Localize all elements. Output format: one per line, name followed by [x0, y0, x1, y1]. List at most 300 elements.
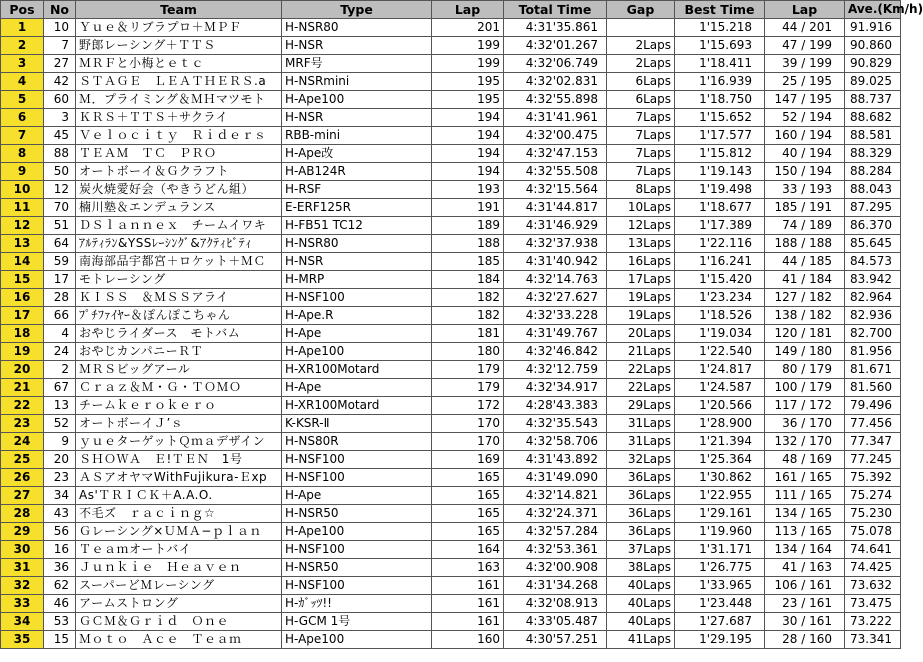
- average-speed-cell: 77.245: [845, 451, 901, 469]
- table-row: [1, 181, 901, 199]
- best-lap-cell: 33 / 193: [765, 181, 845, 199]
- car-number-cell: 20: [44, 451, 76, 469]
- position-cell: 18: [1, 325, 44, 343]
- position-cell: 10: [1, 181, 44, 199]
- table-row: [1, 343, 901, 361]
- position-cell: 21: [1, 379, 44, 397]
- best-lap-cell: 120 / 181: [765, 325, 845, 343]
- laps-cell: 163: [432, 559, 504, 577]
- machine-type-cell: H-Ape.R: [282, 307, 432, 325]
- position-cell: 6: [1, 109, 44, 127]
- best-time-cell: 1'25.364: [675, 451, 765, 469]
- average-speed-cell: 74.425: [845, 559, 901, 577]
- average-speed-cell: 77.347: [845, 433, 901, 451]
- gap-cell: [607, 19, 675, 37]
- gap-cell: 31Laps: [607, 433, 675, 451]
- average-speed-cell: 91.916: [845, 19, 901, 37]
- gap-cell: 22Laps: [607, 379, 675, 397]
- car-number-cell: 7: [44, 37, 76, 55]
- team-name-cell: オートボーイＪ’ｓ: [76, 415, 282, 433]
- position-cell: 3: [1, 55, 44, 73]
- gap-cell: 36Laps: [607, 469, 675, 487]
- best-lap-cell: 161 / 165: [765, 469, 845, 487]
- gap-cell: 31Laps: [607, 415, 675, 433]
- average-speed-cell: 73.475: [845, 595, 901, 613]
- gap-cell: 41Laps: [607, 631, 675, 649]
- best-time-cell: 1'24.587: [675, 379, 765, 397]
- total-time-cell: 4:31'44.817: [504, 199, 607, 217]
- team-name-cell: 野郎レーシング＋ＴＴＳ: [76, 37, 282, 55]
- laps-cell: 165: [432, 487, 504, 505]
- best-time-cell: 1'29.161: [675, 505, 765, 523]
- team-name-cell: 南海部品宇都宮＋ロケット＋ＭＣ: [76, 253, 282, 271]
- team-name-cell: ＧＣＭ＆Ｇｒｉｄ Ｏｎｅ: [76, 613, 282, 631]
- best-lap-cell: 113 / 165: [765, 523, 845, 541]
- machine-type-cell: H-MRP: [282, 271, 432, 289]
- car-number-cell: 34: [44, 487, 76, 505]
- total-time-cell: 4:32'01.267: [504, 37, 607, 55]
- machine-type-cell: MRF号: [282, 55, 432, 73]
- header-row: [1, 1, 901, 19]
- position-cell: 8: [1, 145, 44, 163]
- team-name-cell: ＭＲＳビッグアール: [76, 361, 282, 379]
- laps-cell: 194: [432, 163, 504, 181]
- position-cell: 27: [1, 487, 44, 505]
- table-row: [1, 325, 901, 343]
- position-cell: 12: [1, 217, 44, 235]
- total-time-cell: 4:32'33.228: [504, 307, 607, 325]
- total-time-cell: 4:32'27.627: [504, 289, 607, 307]
- gap-cell: 2Laps: [607, 37, 675, 55]
- laps-cell: 161: [432, 577, 504, 595]
- team-name-cell: Ｇレーシング×ＵＭＡ−ｐｌａｎ: [76, 523, 282, 541]
- average-speed-cell: 73.632: [845, 577, 901, 595]
- best-time-cell: 1'27.687: [675, 613, 765, 631]
- table-row: [1, 55, 901, 73]
- gap-cell: 20Laps: [607, 325, 675, 343]
- average-speed-cell: 82.964: [845, 289, 901, 307]
- average-speed-cell: 82.700: [845, 325, 901, 343]
- team-name-cell: おやじカンパニーＲＴ: [76, 343, 282, 361]
- table-row: [1, 19, 901, 37]
- table-row: [1, 109, 901, 127]
- gap-cell: 38Laps: [607, 559, 675, 577]
- laps-cell: 172: [432, 397, 504, 415]
- best-time-cell: 1'15.420: [675, 271, 765, 289]
- machine-type-cell: H-Ape: [282, 325, 432, 343]
- best-lap-cell: 160 / 194: [765, 127, 845, 145]
- machine-type-cell: H-NSR50: [282, 559, 432, 577]
- average-speed-cell: 82.936: [845, 307, 901, 325]
- total-time-cell: 4:31'35.861: [504, 19, 607, 37]
- team-name-cell: ﾌﾟﾁﾌｧｲﾔｰ＆ぽんぽこちゃん: [76, 307, 282, 325]
- average-speed-cell: 88.737: [845, 91, 901, 109]
- best-lap-cell: 23 / 161: [765, 595, 845, 613]
- best-time-cell: 1'16.241: [675, 253, 765, 271]
- best-time-cell: 1'29.195: [675, 631, 765, 649]
- machine-type-cell: H-NSF100: [282, 289, 432, 307]
- laps-cell: 182: [432, 289, 504, 307]
- position-cell: 30: [1, 541, 44, 559]
- position-cell: 14: [1, 253, 44, 271]
- car-number-cell: 53: [44, 613, 76, 631]
- car-number-cell: 70: [44, 199, 76, 217]
- position-cell: 7: [1, 127, 44, 145]
- table-row: [1, 253, 901, 271]
- total-time-cell: 4:32'58.706: [504, 433, 607, 451]
- machine-type-cell: H-Ape100: [282, 523, 432, 541]
- team-name-cell: ＴＥＡＭ ＴＣ ＰＲＯ: [76, 145, 282, 163]
- table-row: [1, 469, 901, 487]
- team-name-cell: チームｋｅｒｏｋｅｒｏ: [76, 397, 282, 415]
- team-name-cell: ＤＳｌａｎｎｅｘ チームイワキ: [76, 217, 282, 235]
- table-row: [1, 217, 901, 235]
- best-lap-cell: 40 / 194: [765, 145, 845, 163]
- laps-cell: 161: [432, 595, 504, 613]
- best-time-cell: 1'18.411: [675, 55, 765, 73]
- gap-cell: 29Laps: [607, 397, 675, 415]
- position-cell: 32: [1, 577, 44, 595]
- machine-type-cell: RBB-mini: [282, 127, 432, 145]
- laps-cell: 193: [432, 181, 504, 199]
- team-name-cell: ＡＳアオヤマWithFujikura-Ｅxp: [76, 469, 282, 487]
- table-row: [1, 595, 901, 613]
- best-lap-cell: 36 / 170: [765, 415, 845, 433]
- average-speed-cell: 88.284: [845, 163, 901, 181]
- best-lap-cell: 41 / 184: [765, 271, 845, 289]
- best-lap-cell: 30 / 161: [765, 613, 845, 631]
- average-speed-cell: 88.682: [845, 109, 901, 127]
- laps-cell: 181: [432, 325, 504, 343]
- total-time-cell: 4:32'00.908: [504, 559, 607, 577]
- average-speed-cell: 86.370: [845, 217, 901, 235]
- team-name-cell: 不毛ズ ｒａｃｉｎｇ☆: [76, 505, 282, 523]
- header-best-lap: Lap: [765, 1, 845, 19]
- best-time-cell: 1'33.965: [675, 577, 765, 595]
- best-time-cell: 1'28.900: [675, 415, 765, 433]
- table-row: [1, 307, 901, 325]
- team-name-cell: ｙｕｅターゲットＱｍａデザイン: [76, 433, 282, 451]
- best-time-cell: 1'26.775: [675, 559, 765, 577]
- position-cell: 22: [1, 397, 44, 415]
- machine-type-cell: H-NSR: [282, 109, 432, 127]
- gap-cell: 19Laps: [607, 289, 675, 307]
- car-number-cell: 50: [44, 163, 76, 181]
- gap-cell: 21Laps: [607, 343, 675, 361]
- laps-cell: 195: [432, 91, 504, 109]
- table-row: [1, 433, 901, 451]
- average-speed-cell: 77.456: [845, 415, 901, 433]
- machine-type-cell: H-XR100Motard: [282, 397, 432, 415]
- car-number-cell: 4: [44, 325, 76, 343]
- best-lap-cell: 127 / 182: [765, 289, 845, 307]
- best-lap-cell: 106 / 161: [765, 577, 845, 595]
- table-row: [1, 127, 901, 145]
- car-number-cell: 36: [44, 559, 76, 577]
- best-time-cell: 1'23.234: [675, 289, 765, 307]
- total-time-cell: 4:32'53.361: [504, 541, 607, 559]
- laps-cell: 161: [432, 613, 504, 631]
- car-number-cell: 42: [44, 73, 76, 91]
- position-cell: 19: [1, 343, 44, 361]
- team-name-cell: Ｍ．プライミング＆ＭＨマツモト: [76, 91, 282, 109]
- laps-cell: 191: [432, 199, 504, 217]
- car-number-cell: 45: [44, 127, 76, 145]
- gap-cell: 6Laps: [607, 91, 675, 109]
- total-time-cell: 4:33'05.487: [504, 613, 607, 631]
- car-number-cell: 13: [44, 397, 76, 415]
- position-cell: 9: [1, 163, 44, 181]
- car-number-cell: 60: [44, 91, 76, 109]
- total-time-cell: 4:32'08.913: [504, 595, 607, 613]
- team-name-cell: アームストロング: [76, 595, 282, 613]
- gap-cell: 13Laps: [607, 235, 675, 253]
- machine-type-cell: H-NSF100: [282, 451, 432, 469]
- machine-type-cell: H-Ape: [282, 487, 432, 505]
- machine-type-cell: H-Ape100: [282, 631, 432, 649]
- best-lap-cell: 41 / 163: [765, 559, 845, 577]
- table-row: [1, 289, 901, 307]
- machine-type-cell: E-ERF125R: [282, 199, 432, 217]
- position-cell: 24: [1, 433, 44, 451]
- header-total-time: Total Time: [504, 1, 607, 19]
- laps-cell: 194: [432, 145, 504, 163]
- best-lap-cell: 147 / 195: [765, 91, 845, 109]
- machine-type-cell: H-NSR80: [282, 235, 432, 253]
- average-speed-cell: 85.645: [845, 235, 901, 253]
- total-time-cell: 4:32'47.153: [504, 145, 607, 163]
- average-speed-cell: 88.329: [845, 145, 901, 163]
- best-time-cell: 1'22.116: [675, 235, 765, 253]
- gap-cell: 16Laps: [607, 253, 675, 271]
- best-time-cell: 1'17.577: [675, 127, 765, 145]
- machine-type-cell: H-NSRmini: [282, 73, 432, 91]
- table-row: [1, 487, 901, 505]
- gap-cell: 7Laps: [607, 127, 675, 145]
- position-cell: 16: [1, 289, 44, 307]
- total-time-cell: 4:30'57.251: [504, 631, 607, 649]
- best-time-cell: 1'20.566: [675, 397, 765, 415]
- team-name-cell: オートボーイ＆Ｇクラフト: [76, 163, 282, 181]
- laps-cell: 165: [432, 469, 504, 487]
- average-speed-cell: 75.078: [845, 523, 901, 541]
- car-number-cell: 10: [44, 19, 76, 37]
- best-time-cell: 1'15.218: [675, 19, 765, 37]
- best-lap-cell: 100 / 179: [765, 379, 845, 397]
- total-time-cell: 4:31'34.268: [504, 577, 607, 595]
- position-cell: 33: [1, 595, 44, 613]
- team-name-cell: おやじライダース モトバム: [76, 325, 282, 343]
- total-time-cell: 4:32'35.543: [504, 415, 607, 433]
- team-name-cell: ＫＩＳＳ ＆ＭＳＳアライ: [76, 289, 282, 307]
- total-time-cell: 4:32'46.842: [504, 343, 607, 361]
- average-speed-cell: 73.222: [845, 613, 901, 631]
- best-lap-cell: 47 / 199: [765, 37, 845, 55]
- average-speed-cell: 88.581: [845, 127, 901, 145]
- gap-cell: 36Laps: [607, 505, 675, 523]
- table-row: [1, 523, 901, 541]
- team-name-cell: Ｍｏｔｏ Ａｃｅ Ｔｅａｍ: [76, 631, 282, 649]
- car-number-cell: 24: [44, 343, 76, 361]
- table-row: [1, 505, 901, 523]
- best-lap-cell: 134 / 165: [765, 505, 845, 523]
- car-number-cell: 67: [44, 379, 76, 397]
- table-row: [1, 271, 901, 289]
- best-lap-cell: 52 / 194: [765, 109, 845, 127]
- machine-type-cell: H-Ape100: [282, 91, 432, 109]
- laps-cell: 169: [432, 451, 504, 469]
- gap-cell: 37Laps: [607, 541, 675, 559]
- table-row: [1, 163, 901, 181]
- header-lap: Lap: [432, 1, 504, 19]
- best-lap-cell: 25 / 195: [765, 73, 845, 91]
- average-speed-cell: 81.560: [845, 379, 901, 397]
- laps-cell: 179: [432, 379, 504, 397]
- team-name-cell: スーパーどＭレーシング: [76, 577, 282, 595]
- average-speed-cell: 75.230: [845, 505, 901, 523]
- team-name-cell: ｱﾙﾃｨﾗﾝ&YSSﾚｰｼﾝｸﾞ&ｱｸﾃｨﾋﾞﾃｨ: [76, 235, 282, 253]
- car-number-cell: 27: [44, 55, 76, 73]
- average-speed-cell: 81.671: [845, 361, 901, 379]
- car-number-cell: 62: [44, 577, 76, 595]
- table-row: [1, 397, 901, 415]
- best-time-cell: 1'31.171: [675, 541, 765, 559]
- laps-cell: 165: [432, 505, 504, 523]
- laps-cell: 165: [432, 523, 504, 541]
- best-lap-cell: 74 / 189: [765, 217, 845, 235]
- machine-type-cell: H-Ape100: [282, 343, 432, 361]
- table-row: [1, 145, 901, 163]
- best-time-cell: 1'22.540: [675, 343, 765, 361]
- best-time-cell: 1'15.652: [675, 109, 765, 127]
- best-time-cell: 1'24.817: [675, 361, 765, 379]
- header-gap: Gap: [607, 1, 675, 19]
- average-speed-cell: 84.573: [845, 253, 901, 271]
- machine-type-cell: H-AB124R: [282, 163, 432, 181]
- average-speed-cell: 79.496: [845, 397, 901, 415]
- total-time-cell: 4:31'46.929: [504, 217, 607, 235]
- average-speed-cell: 75.274: [845, 487, 901, 505]
- table-row: [1, 613, 901, 631]
- position-cell: 15: [1, 271, 44, 289]
- position-cell: 29: [1, 523, 44, 541]
- total-time-cell: 4:31'49.090: [504, 469, 607, 487]
- team-name-cell: モトレーシング: [76, 271, 282, 289]
- machine-type-cell: H-Ape改: [282, 145, 432, 163]
- position-cell: 17: [1, 307, 44, 325]
- total-time-cell: 4:32'34.917: [504, 379, 607, 397]
- laps-cell: 201: [432, 19, 504, 37]
- best-lap-cell: 80 / 179: [765, 361, 845, 379]
- gap-cell: 40Laps: [607, 577, 675, 595]
- laps-cell: 194: [432, 109, 504, 127]
- total-time-cell: 4:32'55.508: [504, 163, 607, 181]
- machine-type-cell: H-NSF100: [282, 577, 432, 595]
- laps-cell: 179: [432, 361, 504, 379]
- machine-type-cell: H-NSR: [282, 253, 432, 271]
- position-cell: 31: [1, 559, 44, 577]
- position-cell: 4: [1, 73, 44, 91]
- car-number-cell: 12: [44, 181, 76, 199]
- total-time-cell: 4:32'15.564: [504, 181, 607, 199]
- car-number-cell: 88: [44, 145, 76, 163]
- gap-cell: 6Laps: [607, 73, 675, 91]
- position-cell: 11: [1, 199, 44, 217]
- gap-cell: 40Laps: [607, 595, 675, 613]
- team-name-cell: ＫＲＳ＋ＴＴＳ＋サクライ: [76, 109, 282, 127]
- team-name-cell: Ｙｕｅ＆リブラプロ＋ＭＰＦ: [76, 19, 282, 37]
- car-number-cell: 52: [44, 415, 76, 433]
- car-number-cell: 56: [44, 523, 76, 541]
- laps-cell: 199: [432, 55, 504, 73]
- table-row: [1, 361, 901, 379]
- car-number-cell: 9: [44, 433, 76, 451]
- position-cell: 2: [1, 37, 44, 55]
- average-speed-cell: 87.295: [845, 199, 901, 217]
- gap-cell: 7Laps: [607, 145, 675, 163]
- total-time-cell: 4:31'49.767: [504, 325, 607, 343]
- team-name-cell: ＭＲＦと小梅とｅｔｃ: [76, 55, 282, 73]
- best-lap-cell: 134 / 164: [765, 541, 845, 559]
- table-row: [1, 91, 901, 109]
- car-number-cell: 64: [44, 235, 76, 253]
- car-number-cell: 66: [44, 307, 76, 325]
- machine-type-cell: H-NSF100: [282, 469, 432, 487]
- gap-cell: 19Laps: [607, 307, 675, 325]
- laps-cell: 188: [432, 235, 504, 253]
- machine-type-cell: H-GCM 1号: [282, 613, 432, 631]
- machine-type-cell: K-KSR-Ⅱ: [282, 415, 432, 433]
- laps-cell: 164: [432, 541, 504, 559]
- header-team: Team: [76, 1, 282, 19]
- laps-cell: 189: [432, 217, 504, 235]
- total-time-cell: 4:32'24.371: [504, 505, 607, 523]
- gap-cell: 32Laps: [607, 451, 675, 469]
- best-time-cell: 1'18.677: [675, 199, 765, 217]
- results-body: [1, 19, 901, 649]
- best-time-cell: 1'19.034: [675, 325, 765, 343]
- gap-cell: 12Laps: [607, 217, 675, 235]
- car-number-cell: 23: [44, 469, 76, 487]
- header-no: No: [44, 1, 76, 19]
- best-time-cell: 1'15.693: [675, 37, 765, 55]
- total-time-cell: 4:32'37.938: [504, 235, 607, 253]
- average-speed-cell: 83.942: [845, 271, 901, 289]
- best-time-cell: 1'15.812: [675, 145, 765, 163]
- gap-cell: 7Laps: [607, 163, 675, 181]
- gap-cell: 40Laps: [607, 613, 675, 631]
- best-lap-cell: 44 / 185: [765, 253, 845, 271]
- table-row: [1, 577, 901, 595]
- best-time-cell: 1'21.394: [675, 433, 765, 451]
- laps-cell: 195: [432, 73, 504, 91]
- position-cell: 13: [1, 235, 44, 253]
- best-lap-cell: 44 / 201: [765, 19, 845, 37]
- average-speed-cell: 73.341: [845, 631, 901, 649]
- total-time-cell: 4:32'14.821: [504, 487, 607, 505]
- gap-cell: 17Laps: [607, 271, 675, 289]
- team-name-cell: Ｊｕｎｋｉｅ Ｈｅａｖｅｎ: [76, 559, 282, 577]
- average-speed-cell: 88.043: [845, 181, 901, 199]
- car-number-cell: 15: [44, 631, 76, 649]
- team-name-cell: 楠川塾＆エンデュランス: [76, 199, 282, 217]
- total-time-cell: 4:32'00.475: [504, 127, 607, 145]
- car-number-cell: 59: [44, 253, 76, 271]
- best-time-cell: 1'18.526: [675, 307, 765, 325]
- machine-type-cell: H-FB51 TC12: [282, 217, 432, 235]
- total-time-cell: 4:32'57.284: [504, 523, 607, 541]
- total-time-cell: 4:32'02.831: [504, 73, 607, 91]
